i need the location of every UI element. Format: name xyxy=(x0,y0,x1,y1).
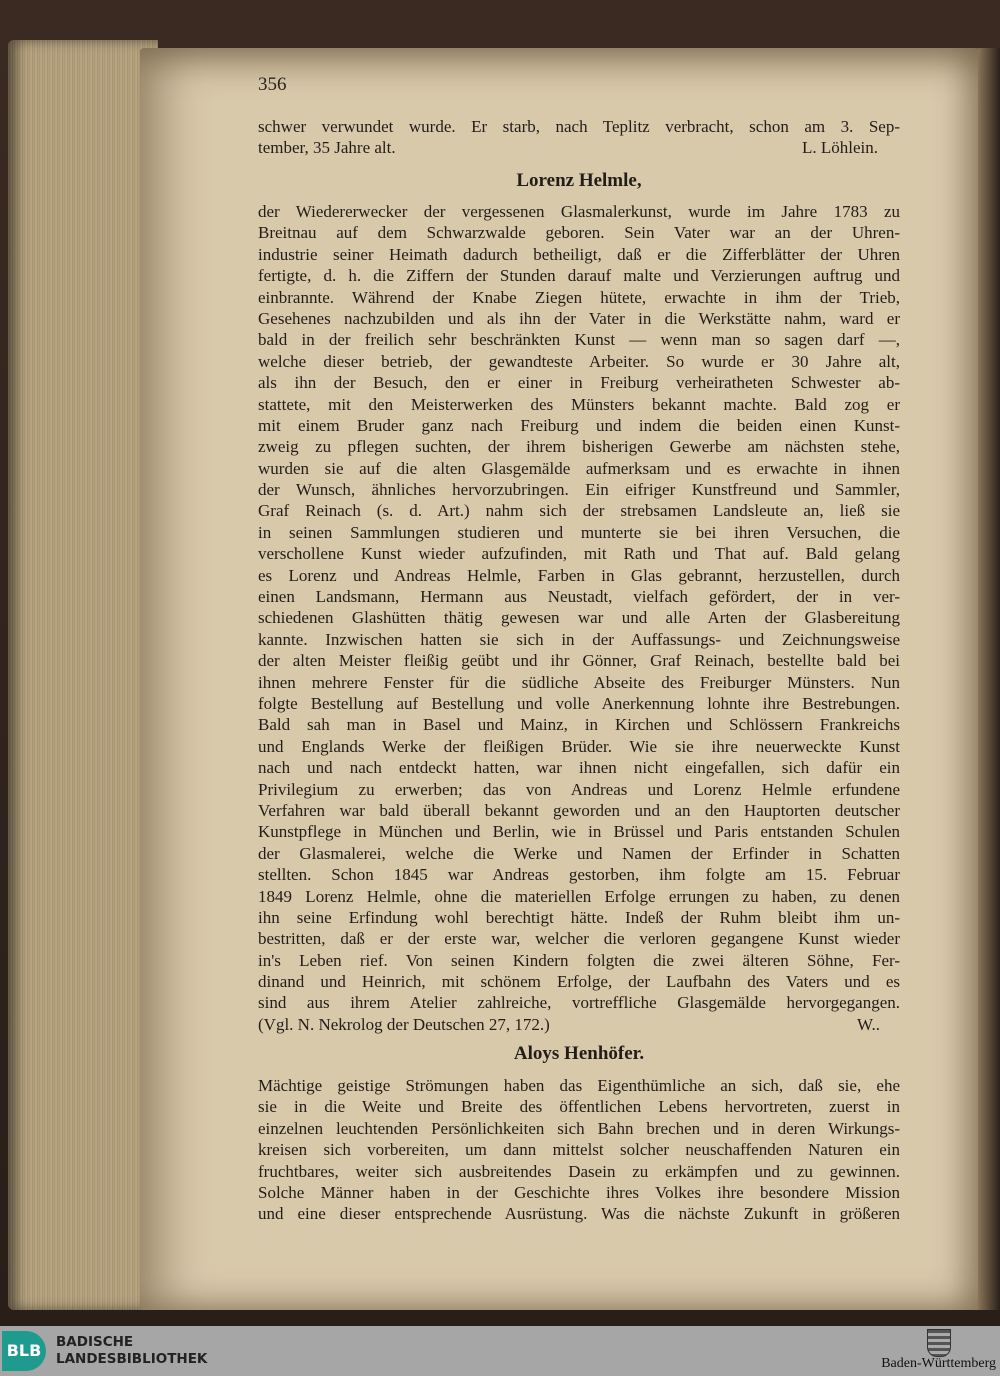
intro-author: L. Löhlein. xyxy=(801,138,878,158)
text-line: stellten. Schon 1845 war Andreas gestorben, ihm folgte am 15. Februar xyxy=(258,865,900,885)
text-line: in seinen Sammlungen studieren und munterte sie bei ihren Versuchen, die xyxy=(258,522,900,542)
intro-text xyxy=(258,116,900,159)
text-line: verschollene Kunst wieder aufzufinden, mit Rath und That auf. Bald gelang xyxy=(258,544,900,564)
text-line: der Wiedererwecker der vergessenen Glasmalerkunst, wurde im Jahre 1783 zu xyxy=(258,202,900,221)
text-line: welche dieser betrieb, der gewandteste Arbeiter. So wurde er 30 Jahre alt, xyxy=(258,351,900,371)
text-line: sind aus ihrem Atelier zahlreiche, vortreffliche Glasgemälde hervorgegangen. xyxy=(258,993,900,1013)
text-line: schwer verwundet wurde. Er starb, nach Teplitz verbracht, schon am 3. Sep- xyxy=(258,117,900,136)
text-line: Graf Reinach (s. d. Art.) nahm sich der strebsamen Landsleute an, ließ sie xyxy=(258,501,900,521)
library-name-line2: LANDESBIBLIOTHEK xyxy=(56,1351,208,1367)
intro-last-line: tember, 35 Jahre alt. xyxy=(258,138,396,158)
text-line: der alten Meister fleißig geübt und ihr Gönner, Graf Reinach, bestellte bald bei xyxy=(258,651,900,671)
text-line: kannte. Inzwischen hatten sie sich in der Auffassungs- und Zeichnungsweise xyxy=(258,629,900,649)
text-line: nach und nach entdeckt hatten, war ihnen nicht eingefallen, sich dafür ein xyxy=(258,758,900,778)
text-line: Mächtige geistige Strömungen haben das Eigenthümliche an sich, daß sie, ehe xyxy=(258,1076,900,1095)
text-line: dinand und Heinrich, mit schönem Erfolge, der Laufbahn des Vaters und es xyxy=(258,972,900,992)
text-line: folgte Bestellung auf Bestellung und volle Anerkennung lohnte ihre Bestrebungen. xyxy=(258,693,900,713)
page-number: 356 xyxy=(258,74,287,95)
text-line: ihn seine Erfindung wohl berechtigt hätte. Indeß der Ruhm bleibt ihm un- xyxy=(258,907,900,927)
library-name-line1: BADISCHE xyxy=(56,1334,134,1350)
text-line: Gesehenes nachzubilden und als ihn der Vater in die Werkstätte nahm, ward er xyxy=(258,308,900,328)
text-line: Privilegium zu erwerben; das von Andreas und Lorenz Helmle erfundene xyxy=(258,779,900,799)
text-line: einzelnen leuchtenden Persönlichkeiten sich Bahn brechen und in deren Wirkungs- xyxy=(258,1118,900,1138)
text-line: der Glasmalerei, welche die Werke und Namen der Erfinder in Schatten xyxy=(258,843,900,863)
text-line: Kunstpflege in München und Berlin, wie in Brüssel und Paris entstanden Schulen xyxy=(258,822,900,842)
page-gutter-edge xyxy=(978,48,1000,1310)
text-line: Solche Männer haben in der Geschichte ihres Volkes ihre besondere Mission xyxy=(258,1182,900,1202)
library-name[interactable] xyxy=(56,1334,207,1368)
text-line: mit einem Bruder ganz nach Freiburg und indem die beiden einen Kunst- xyxy=(258,415,900,435)
text-line: fruchtbares, weiter sich ausbreitendes Dasein zu erkämpfen und zu gewinnen. xyxy=(258,1161,900,1181)
text-line: bald in der freilich sehr beschränkten Kunst — wenn man so sagen darf —, xyxy=(258,330,900,350)
coat-of-arms-icon xyxy=(927,1329,951,1357)
article-title-henhoefer: Aloys Henhöfer. xyxy=(513,1043,645,1064)
footer-bar xyxy=(0,1326,1000,1376)
text-line: wurden sie auf die alten Glasgemälde aufmerksam und es erwachte in ihnen xyxy=(258,458,900,478)
text-line: schiedenen Glashütten thätig gewesen war und alle Arten der Glasbereitung xyxy=(258,608,900,628)
article-body-helmle xyxy=(258,201,900,1035)
text-line: bestritten, daß er der erste war, welcher die verloren gegangene Kunst wieder xyxy=(258,929,900,949)
text-line: sie in die Weite und Breite des öffentlichen Lebens hervortreten, zuerst in xyxy=(258,1097,900,1117)
page-stack-edge xyxy=(8,40,158,1310)
text-line: 1849 Lorenz Helmle, ohne die materiellen Erfolge errungen zu haben, zu denen xyxy=(258,886,900,906)
text-line: ihnen mehrere Fenster für die südliche Abseite des Freiburger Münsters. Nun xyxy=(258,672,900,692)
text-line: Bald sah man in Basel und Mainz, in Kirchen und Schlössern Frankreichs xyxy=(258,715,900,735)
text-line: und eine dieser entsprechende Ausrüstung. Was die nächste Zukunft in größeren xyxy=(258,1204,900,1224)
text-line: einen Landsmann, Hermann aus Neustadt, vielfach gefördert, der in ver- xyxy=(258,587,900,607)
text-line: es Lorenz und Andreas Helmle, Farben in Glas gebrannt, herzustellen, durch xyxy=(258,565,900,585)
text-line: in's Leben rief. Von seinen Kindern folgten die zwei älteren Söhne, Fer- xyxy=(258,950,900,970)
text-line: und Englands Werke der fleißigen Brüder. Wie sie ihre neuerweckte Kunst xyxy=(258,736,900,756)
article1-author: W.. xyxy=(857,1014,880,1034)
text-line: stattete, mit den Meisterwerken des Münsters bekannt machte. Bald zog er xyxy=(258,394,900,414)
state-label: Baden-Württemberg xyxy=(881,1356,996,1371)
text-line: fertigte, d. h. die Ziffern der Stunden darauf malte und Verzierungen auftrug und xyxy=(258,266,900,286)
text-line: kreisen sich vorbereiten, um dann mittelst solcher neuschaffenden Naturen ein xyxy=(258,1140,900,1160)
blb-logo[interactable]: BLB xyxy=(2,1331,46,1371)
article-title-helmle: Lorenz Helmle, xyxy=(516,170,642,191)
text-line: als ihn der Besuch, den er einer in Freiburg verheiratheten Schwester ab- xyxy=(258,373,900,393)
article1-last-line: (Vgl. N. Nekrolog der Deutschen 27, 172.) xyxy=(258,1014,550,1034)
article-body-henhoefer xyxy=(258,1075,900,1225)
text-line: der Wunsch, ähnliches hervorzubringen. Ein eifriger Kunstfreund und Sammler, xyxy=(258,480,900,500)
text-line: einbrannte. Während der Knabe Ziegen hütete, erwachte in ihm der Trieb, xyxy=(258,287,900,307)
text-line: industrie seiner Heimath dadurch betheiligt, daß er die Zifferblätter der Uhren xyxy=(258,244,900,264)
text-line: Breitnau auf dem Schwarzwalde geboren. Sein Vater war an der Uhren- xyxy=(258,223,900,243)
text-line: Verfahren war bald überall bekannt geworden und an den Hauptorten deutscher xyxy=(258,800,900,820)
text-line: zweig zu pflegen suchten, der ihrem bisherigen Gewerbe am nächsten stehe, xyxy=(258,437,900,457)
